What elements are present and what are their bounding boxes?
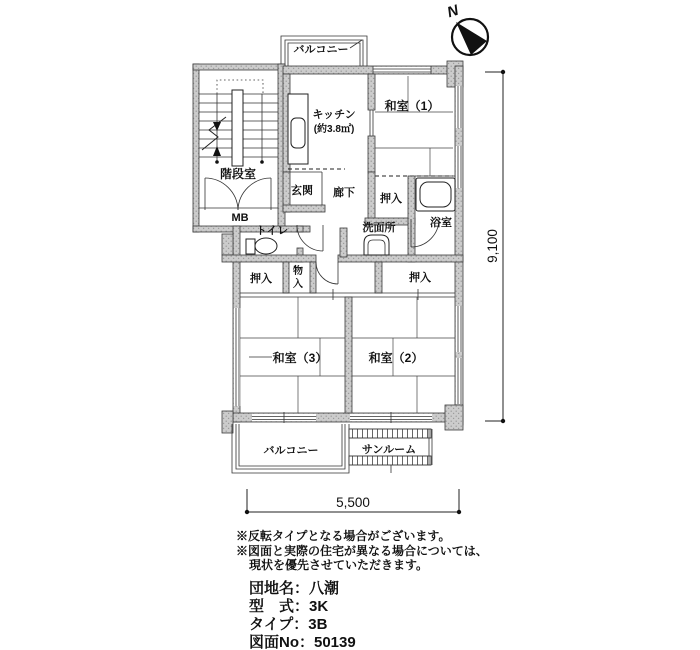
sunroom-label: サンルーム xyxy=(361,444,417,456)
stair-break-line xyxy=(202,117,226,150)
stairwell-label: 階段室 xyxy=(219,167,257,181)
closet-row xyxy=(249,262,431,293)
window-left xyxy=(234,308,240,406)
storage-label-top: 物 xyxy=(293,266,303,277)
balcony-top-label: バルコニー xyxy=(293,44,349,56)
sunroom xyxy=(349,429,432,473)
toilet-label: トイレ xyxy=(255,225,289,237)
window-top xyxy=(373,66,431,74)
info-danchi-name: 団地名：八潮 xyxy=(249,580,340,597)
window-right-4 xyxy=(456,358,462,404)
washitsu2-label: 和室（2） xyxy=(368,351,424,365)
washitsu1-label: 和室（1） xyxy=(384,99,440,113)
info-type-kata: 型 式：3K xyxy=(249,598,329,615)
closet-top-label: 押入 xyxy=(380,193,402,205)
kitchen-sink xyxy=(291,118,305,148)
window-right-3 xyxy=(456,306,462,352)
info-drawing-no: 図面No：50139 xyxy=(249,634,356,650)
dimension-height-label: 9,100 xyxy=(485,229,500,263)
meter-box-label: MB xyxy=(231,212,249,224)
entrance-label: 玄関 xyxy=(291,185,313,197)
closet-top xyxy=(365,172,415,225)
toilet-tank xyxy=(246,239,255,254)
toilet-bowl xyxy=(255,238,277,254)
balcony-top xyxy=(281,36,367,70)
note-line-3: 現状を優先させていただきます。 xyxy=(249,558,429,572)
kitchen-label: キッチン xyxy=(312,109,356,121)
hallway-label: 廊下 xyxy=(333,187,355,199)
lower-rooms xyxy=(240,289,455,413)
dimension-right xyxy=(485,70,505,423)
entrance-hallway xyxy=(283,172,355,212)
stair-double-doors xyxy=(205,178,271,210)
note-line-1: ※反転タイプとなる場合がございます。 xyxy=(236,529,451,543)
stair-arrow-up-icon xyxy=(213,146,221,156)
compass-icon xyxy=(445,1,488,55)
dimension-width-label: 5,500 xyxy=(336,495,370,510)
closet-left-label: 押入 xyxy=(250,273,272,285)
storage-label-bottom: 入 xyxy=(293,279,303,290)
bathroom-label: 浴室 xyxy=(430,217,452,229)
balcony-bottom xyxy=(232,424,349,473)
notes-block xyxy=(236,528,488,572)
washroom-label: 洗面所 xyxy=(362,222,396,234)
kitchen xyxy=(288,94,356,169)
balcony-bottom-label: バルコニー xyxy=(263,445,319,457)
window-right-2 xyxy=(456,146,462,188)
compass-north-label: N xyxy=(445,1,461,22)
kitchen-area-label: (約3.8㎡) xyxy=(313,124,355,135)
washitsu-1 xyxy=(368,74,453,176)
closet-right-label: 押入 xyxy=(409,272,431,284)
dimension-bottom xyxy=(245,489,461,514)
info-type-plan: タイプ：3B xyxy=(249,616,328,633)
info-block xyxy=(249,579,356,650)
note-line-2: ※図面と実際の住宅が異なる場合については、 xyxy=(236,544,488,558)
passage-door-arc xyxy=(316,262,338,284)
washitsu3-label: 和室（3） xyxy=(272,351,328,365)
window-right-1 xyxy=(456,86,462,128)
